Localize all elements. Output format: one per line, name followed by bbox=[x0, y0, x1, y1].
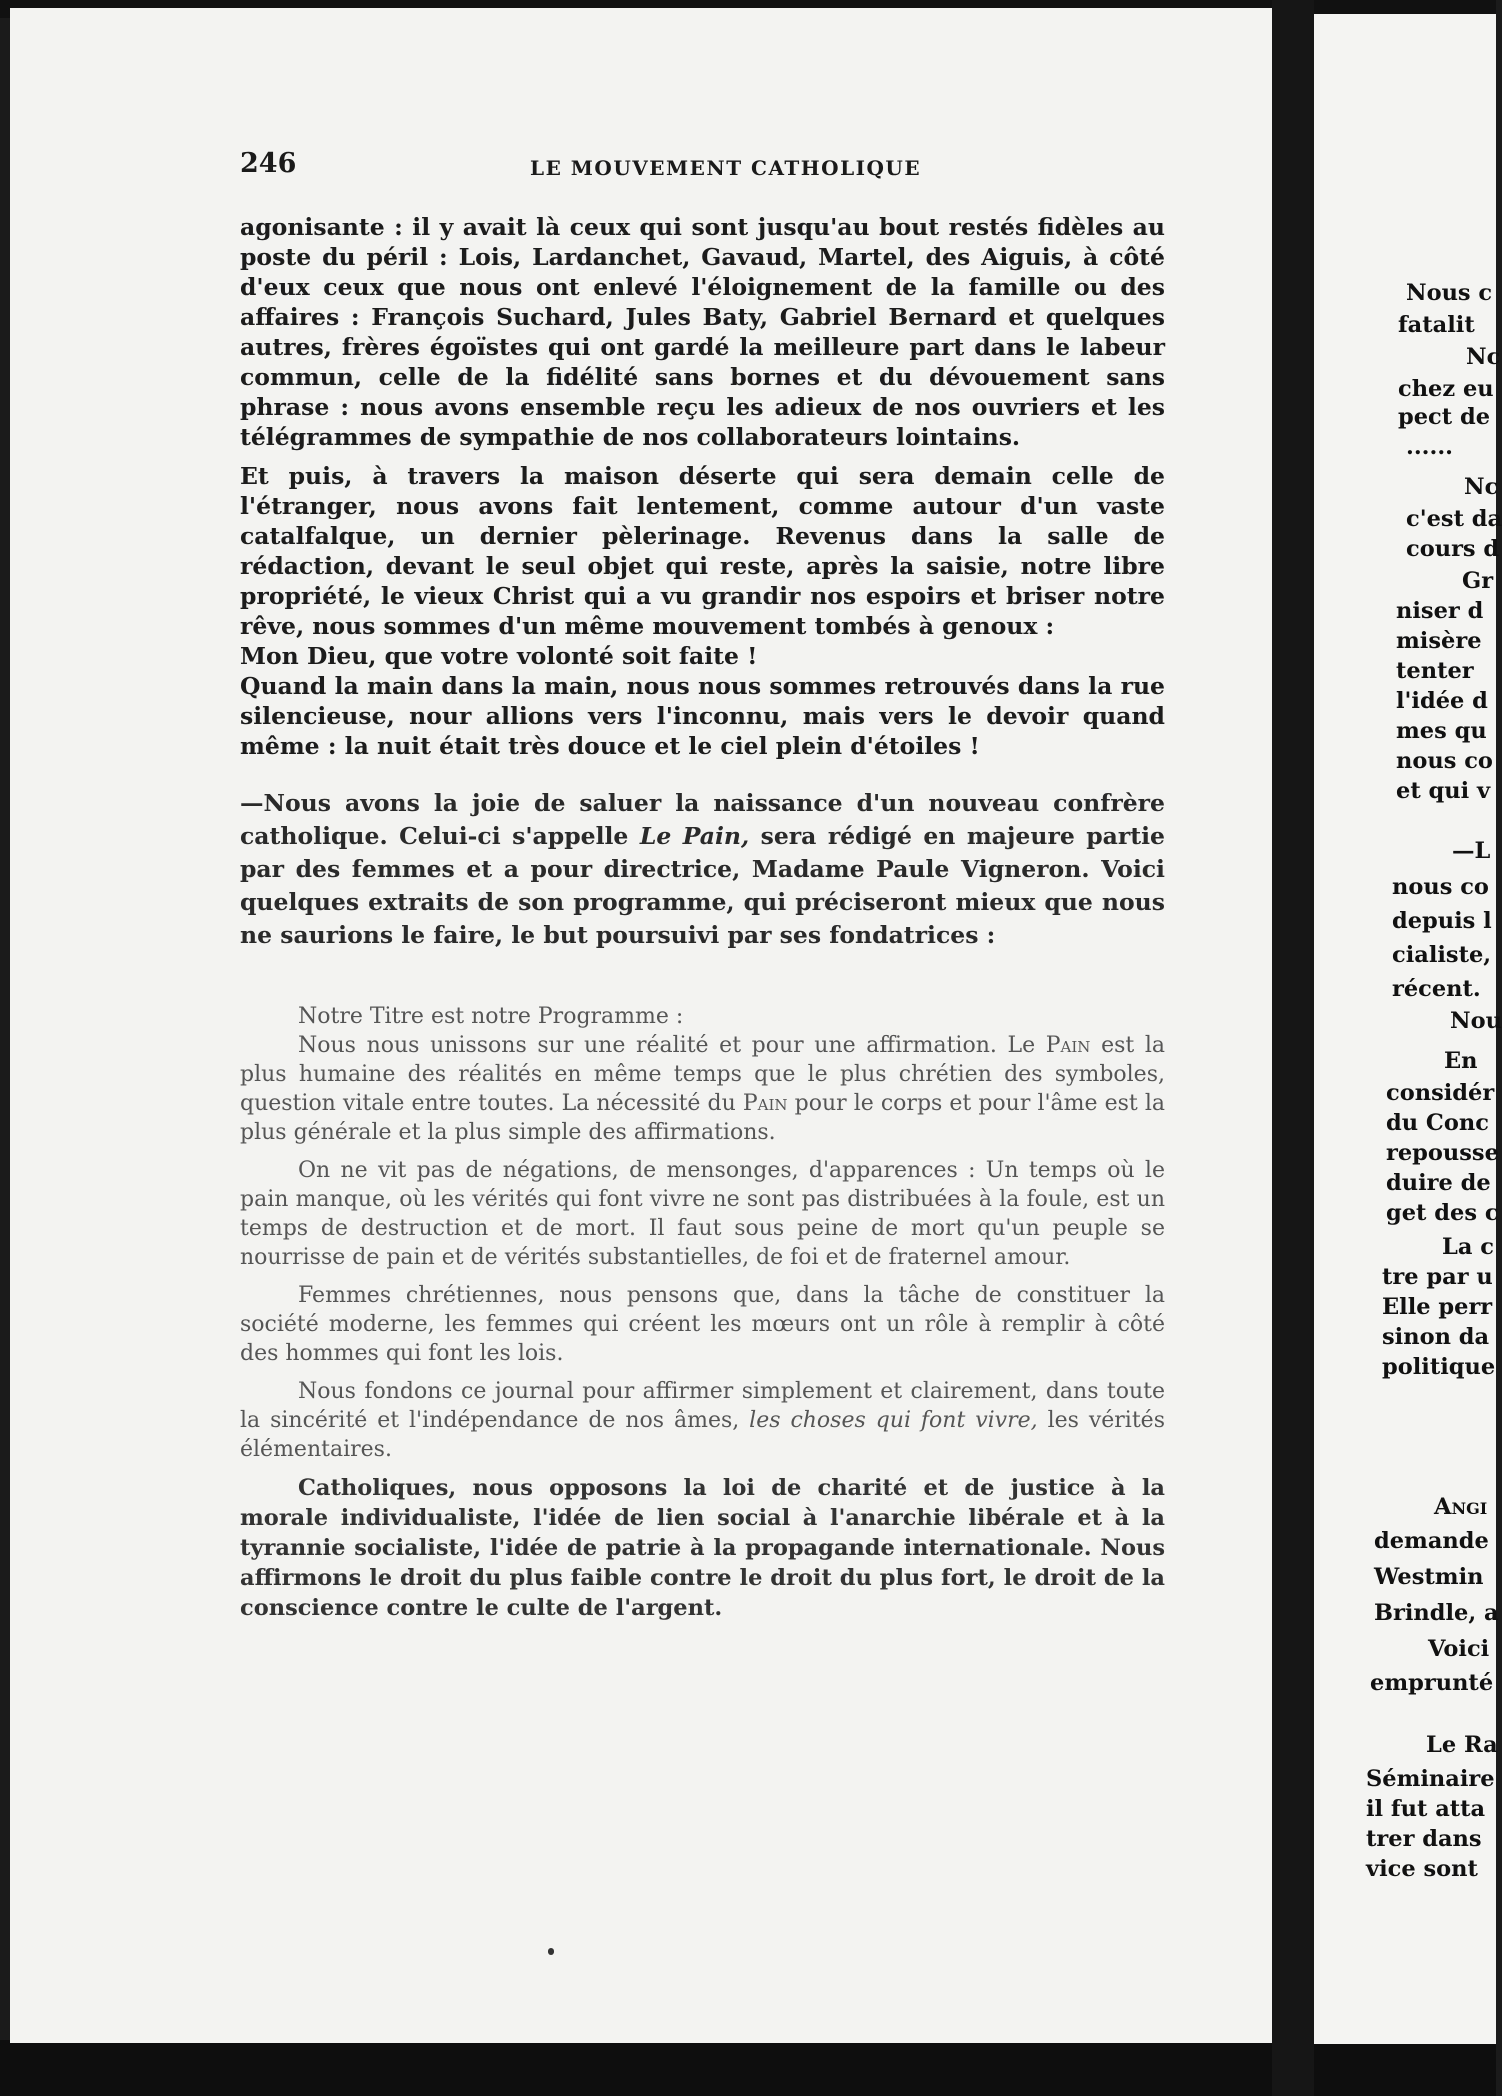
right-line: tenter bbox=[1396, 658, 1474, 684]
paragraph-5 bbox=[240, 787, 1165, 952]
right-line: En bbox=[1444, 1048, 1478, 1074]
paragraph-4: Quand la main dans la main, nous nous sommes retrouvés dans la rue silencieuse, nour allions vers l'inconnu, mais vers le devoir quand même : la nuit était très douce et le ciel plein d'étoiles ! bbox=[240, 672, 1165, 760]
right-line: nous co bbox=[1392, 874, 1489, 900]
quote-paragraph-2: On ne vit pas de négations, de mensonges, d'apparences : Un temps où le pain manque, où les vérités qui font vivre ne sont pas distribuées à la foule, est un temps de destruction et de mort. Il faut sous peine de mort qu'un peuple se nourrisse de pain et de vérités substantielles, de foi et de fraternel amour. bbox=[240, 1158, 1165, 1270]
paragraph-2: Et puis, à travers la maison déserte qui sera demain celle de l'étranger, nous avons fait lentement, comme autour d'un vaste catalfalque, un dernier pèlerinage. Revenus dans la salle de rédaction, devant le seul objet qui reste, après la saisie, notre libre propriété, le vieux Christ qui a vu grandir nos espoirs et briser notre rêve, nous sommes d'un même mouvement tombés à genoux : bbox=[240, 462, 1165, 640]
right-line: politique bbox=[1382, 1354, 1496, 1380]
quote-1-pain-2: Pain bbox=[742, 1091, 788, 1116]
running-title: LE MOUVEMENT CATHOLIQUE bbox=[530, 156, 922, 180]
quote-heading: Notre Titre est notre Programme : bbox=[298, 1004, 684, 1029]
right-line: pect de bbox=[1398, 404, 1491, 430]
right-line: Nous c bbox=[1406, 280, 1493, 306]
right-line: Angi bbox=[1434, 1494, 1488, 1520]
page-number: 246 bbox=[240, 148, 297, 179]
quote-paragraph-4 bbox=[240, 1377, 1165, 1464]
quote-1-text-c: pour le corps et pour l'âme est la plus générale et la plus simple des affirmations. bbox=[240, 1091, 1165, 1145]
quote-paragraph-1 bbox=[240, 1031, 1165, 1147]
quote-4-text-a: Nous fondons ce journal pour affirmer simplement et clairement, dans toute la sincérité et l'indépendance de nos âmes, bbox=[240, 1379, 1165, 1433]
quote-1-pain-1: Pain bbox=[1045, 1033, 1091, 1058]
right-line: misère bbox=[1396, 628, 1482, 654]
quote-paragraph-5: Catholiques, nous opposons la loi de charité et de justice à la morale individualiste, l'idée de lien social à l'anarchie libérale et à la tyrannie socialiste, l'idée de patrie à la propagande internationale. Nous affirmons le droit du plus faible contre le droit du plus fort, le droit de la conscience contre le culte de l'argent. bbox=[240, 1475, 1165, 1621]
quote-1-text-b: est la plus humaine des réalités en même temps que le plus chrétien des symboles, question vitale entre toutes. La nécessité du bbox=[240, 1033, 1165, 1116]
paragraph-5-text-a: —Nous avons la joie de saluer la naissance d'un nouveau confrère catholique. Celui-ci s'appelle bbox=[240, 789, 1165, 850]
right-line: get des c bbox=[1386, 1200, 1499, 1226]
right-line: Nou bbox=[1450, 1008, 1502, 1034]
right-line: Voici bbox=[1428, 1636, 1490, 1662]
right-line: niser d bbox=[1396, 598, 1484, 624]
newspaper-title: Le Pain, bbox=[639, 822, 750, 850]
right-line: il fut atta bbox=[1366, 1796, 1486, 1822]
right-line: La c bbox=[1442, 1234, 1494, 1260]
paragraph-3: Mon Dieu, que votre volonté soit faite ! bbox=[240, 642, 758, 670]
right-line: ...... bbox=[1406, 434, 1453, 460]
right-line: vice sont bbox=[1366, 1856, 1478, 1882]
right-line: —L bbox=[1452, 838, 1491, 864]
page-header bbox=[240, 148, 1180, 188]
right-line: du Conc bbox=[1386, 1110, 1489, 1136]
right-line: fatalit bbox=[1398, 312, 1475, 338]
right-line: repousse bbox=[1386, 1140, 1499, 1166]
right-line: Le Ra bbox=[1426, 1732, 1498, 1758]
left-text-column bbox=[240, 212, 1165, 1623]
right-line: considér bbox=[1386, 1080, 1495, 1106]
right-line: Elle perr bbox=[1382, 1294, 1493, 1320]
right-line: l'idée d bbox=[1396, 688, 1488, 714]
right-line: Gr bbox=[1462, 568, 1494, 594]
right-line: chez eu bbox=[1398, 376, 1494, 402]
right-line: sinon da bbox=[1382, 1324, 1490, 1350]
right-line: demande bbox=[1374, 1528, 1489, 1554]
right-page bbox=[1314, 14, 1502, 2044]
ink-speck bbox=[548, 1948, 554, 1955]
paragraph-1: agonisante : il y avait là ceux qui sont jusqu'au bout restés fidèles au poste du péril : Lois, Lardanchet, Gavaud, Martel, des Aiguis, à côté d'eux ceux que nous ont enlevé l'éloignement de la famille ou des affaires : François Suchard, Jules Baty, Gabriel Bernard et quelques autres, frères égoïstes qui ont gardé la meilleure part dans le labeur commun, celle de la fidélité sans bornes et du dévouement sans phrase : nous avons ensemble reçu les adieux de nos ouvriers et les télégrammes de sympathie de nos collaborateurs lointains. bbox=[240, 213, 1165, 451]
right-line: cours d bbox=[1406, 536, 1500, 562]
right-line: mes qu bbox=[1396, 718, 1487, 744]
quote-paragraph-3: Femmes chrétiennes, nous pensons que, dans la tâche de constituer la société moderne, les femmes qui créent les mœurs ont un rôle à remplir à côté des hommes qui font les lois. bbox=[240, 1283, 1165, 1366]
right-line: et qui v bbox=[1396, 778, 1491, 804]
right-line: duire de bbox=[1386, 1170, 1491, 1196]
quote-4-text-b: les vérités élémentaires. bbox=[240, 1408, 1165, 1462]
right-line: emprunté bbox=[1370, 1670, 1494, 1696]
right-line: récent. bbox=[1392, 976, 1481, 1002]
right-line: c'est da bbox=[1406, 506, 1502, 532]
quote-4-italic: les choses qui font vivre, bbox=[749, 1408, 1038, 1433]
right-line: Nc bbox=[1466, 344, 1501, 370]
right-line: cialiste, bbox=[1392, 942, 1492, 968]
quote-1-text-a: Nous nous unissons sur une réalité et pour une affirmation. Le bbox=[298, 1033, 1046, 1058]
right-line: tre par u bbox=[1382, 1264, 1493, 1290]
page-gutter bbox=[1272, 0, 1314, 2096]
right-line: Westmin bbox=[1374, 1564, 1484, 1590]
right-line: nous co bbox=[1396, 748, 1493, 774]
right-line: trer dans bbox=[1366, 1826, 1482, 1852]
right-line: Brindle, a bbox=[1374, 1600, 1499, 1626]
right-line: Nc bbox=[1464, 474, 1499, 500]
paragraph-5-text-b: sera rédigé en majeure partie par des femmes et a pour directrice, Madame Paule Vigneron. Voici quelques extraits de son programme, qui préciseront mieux que nous ne saurions le faire, le but poursuivi par ses fondatrices : bbox=[240, 822, 1165, 949]
right-line: depuis l bbox=[1392, 908, 1492, 934]
right-line: Séminaire bbox=[1366, 1766, 1495, 1792]
